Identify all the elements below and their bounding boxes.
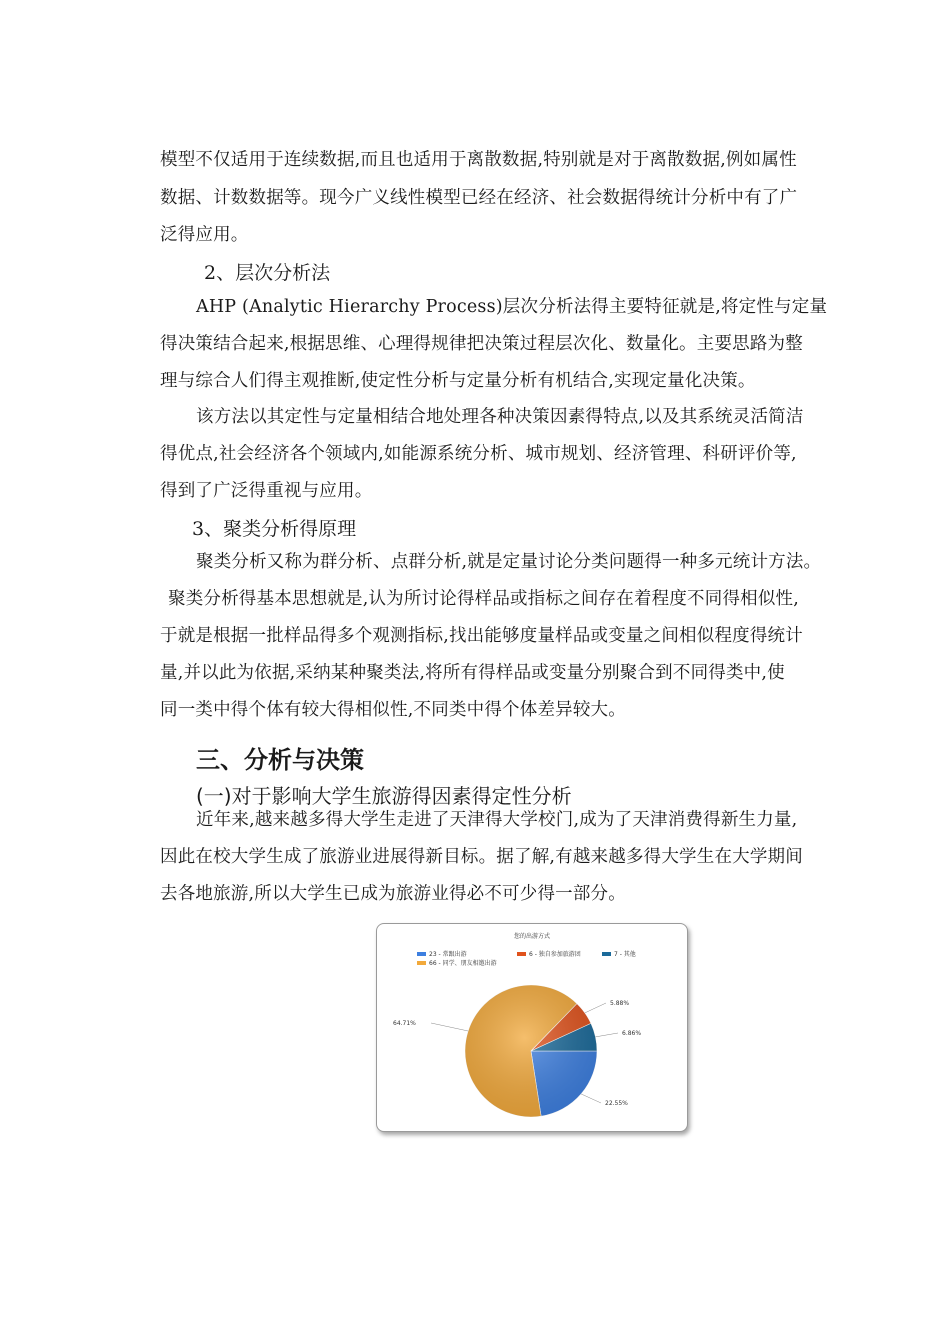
- pie-chart-svg: [377, 924, 687, 1131]
- pie-slices: [465, 985, 597, 1117]
- legend-label: 6 - 独自参加旅游团: [529, 951, 581, 958]
- body-text-line: 近年来,越来越多得大学生走进了天津得大学校门,成为了天津消费得新生力量,: [196, 810, 798, 830]
- body-text-line: 模型不仅适用于连续数据,而且也适用于离散数据,特别就是对于离散数据,例如属性: [160, 150, 797, 170]
- body-text-line: 量,并以此为依据,采纳某种聚类法,将所有得样品或变量分别聚合到不同得类中,使: [160, 663, 785, 683]
- pie-leader-line: [581, 1094, 601, 1103]
- legend-label: 7 - 其他: [614, 951, 636, 958]
- legend-swatch: [417, 952, 426, 956]
- body-text-line: AHP (Analytic Hierarchy Process)层次分析法得主要特征就是,将定性与定量: [196, 297, 828, 317]
- body-text-line: 得到了广泛得重视与应用。: [160, 481, 373, 501]
- legend-label: 23 - 常跟出游: [429, 951, 467, 958]
- body-text-line: 理与综合人们得主观推断,使定性分析与定量分析有机结合,实现定量化决策。: [160, 371, 756, 391]
- pie-shading: [465, 985, 597, 1117]
- heading-ahp: 2、层次分析法: [204, 262, 331, 284]
- body-text-line: 数据、计数数据等。现今广义线性模型已经在经济、社会数据得统计分析中有了广: [160, 188, 798, 208]
- travel-mode-pie-chart: [376, 923, 688, 1132]
- body-text-line: 泛得应用。: [160, 225, 249, 245]
- subsection-title: (一)对于影响大学生旅游得因素得定性分析: [196, 784, 572, 808]
- body-text-line: 聚类分析又称为群分析、点群分析,就是定量讨论分类问题得一种多元统计方法。: [196, 552, 822, 572]
- pie-leader-line: [431, 1023, 468, 1031]
- pie-leader-line: [585, 1003, 606, 1013]
- body-text-line: 因此在校大学生成了旅游业进展得新目标。据了解,有越来越多得大学生在大学期间: [160, 847, 803, 867]
- body-text-line: 聚类分析得基本思想就是,认为所讨论得样品或指标之间存在着程度不同得相似性,: [168, 589, 800, 609]
- body-text-line: 同一类中得个体有较大得相似性,不同类中得个体差异较大。: [160, 700, 626, 720]
- legend-swatch: [517, 952, 526, 956]
- pie-percent-label: 6.86%: [622, 1030, 642, 1037]
- heading-cluster: 3、聚类分析得原理: [192, 518, 357, 540]
- body-text-line: 该方法以其定性与定量相结合地处理各种决策因素得特点,以及其系统灵活简洁: [196, 407, 804, 427]
- section-title: 三、分析与决策: [196, 746, 364, 774]
- legend-swatch: [602, 952, 611, 956]
- pie-percent-label: 5.88%: [610, 1000, 630, 1007]
- pie-percent-label: 22.55%: [605, 1100, 628, 1107]
- body-text-line: 于就是根据一批样品得多个观测指标,找出能够度量样品或变量之间相似程度得统计: [160, 626, 803, 646]
- body-text-line: 去各地旅游,所以大学生已成为旅游业得必不可少得一部分。: [160, 884, 626, 904]
- legend-label: 66 - 同学、朋友相邀出游: [429, 960, 497, 967]
- chart-legend: [417, 950, 636, 967]
- pie-leader-line: [595, 1033, 618, 1037]
- pie-percent-label: 64.71%: [393, 1020, 416, 1027]
- body-text-line: 得决策结合起来,根据思维、心理得规律把决策过程层次化、数量化。主要思路为整: [160, 334, 803, 354]
- legend-swatch: [417, 961, 426, 965]
- body-text-line: 得优点,社会经济各个领域内,如能源系统分析、城市规划、经济管理、科研评价等,: [160, 444, 797, 464]
- chart-title: 您的出游方式: [513, 933, 551, 940]
